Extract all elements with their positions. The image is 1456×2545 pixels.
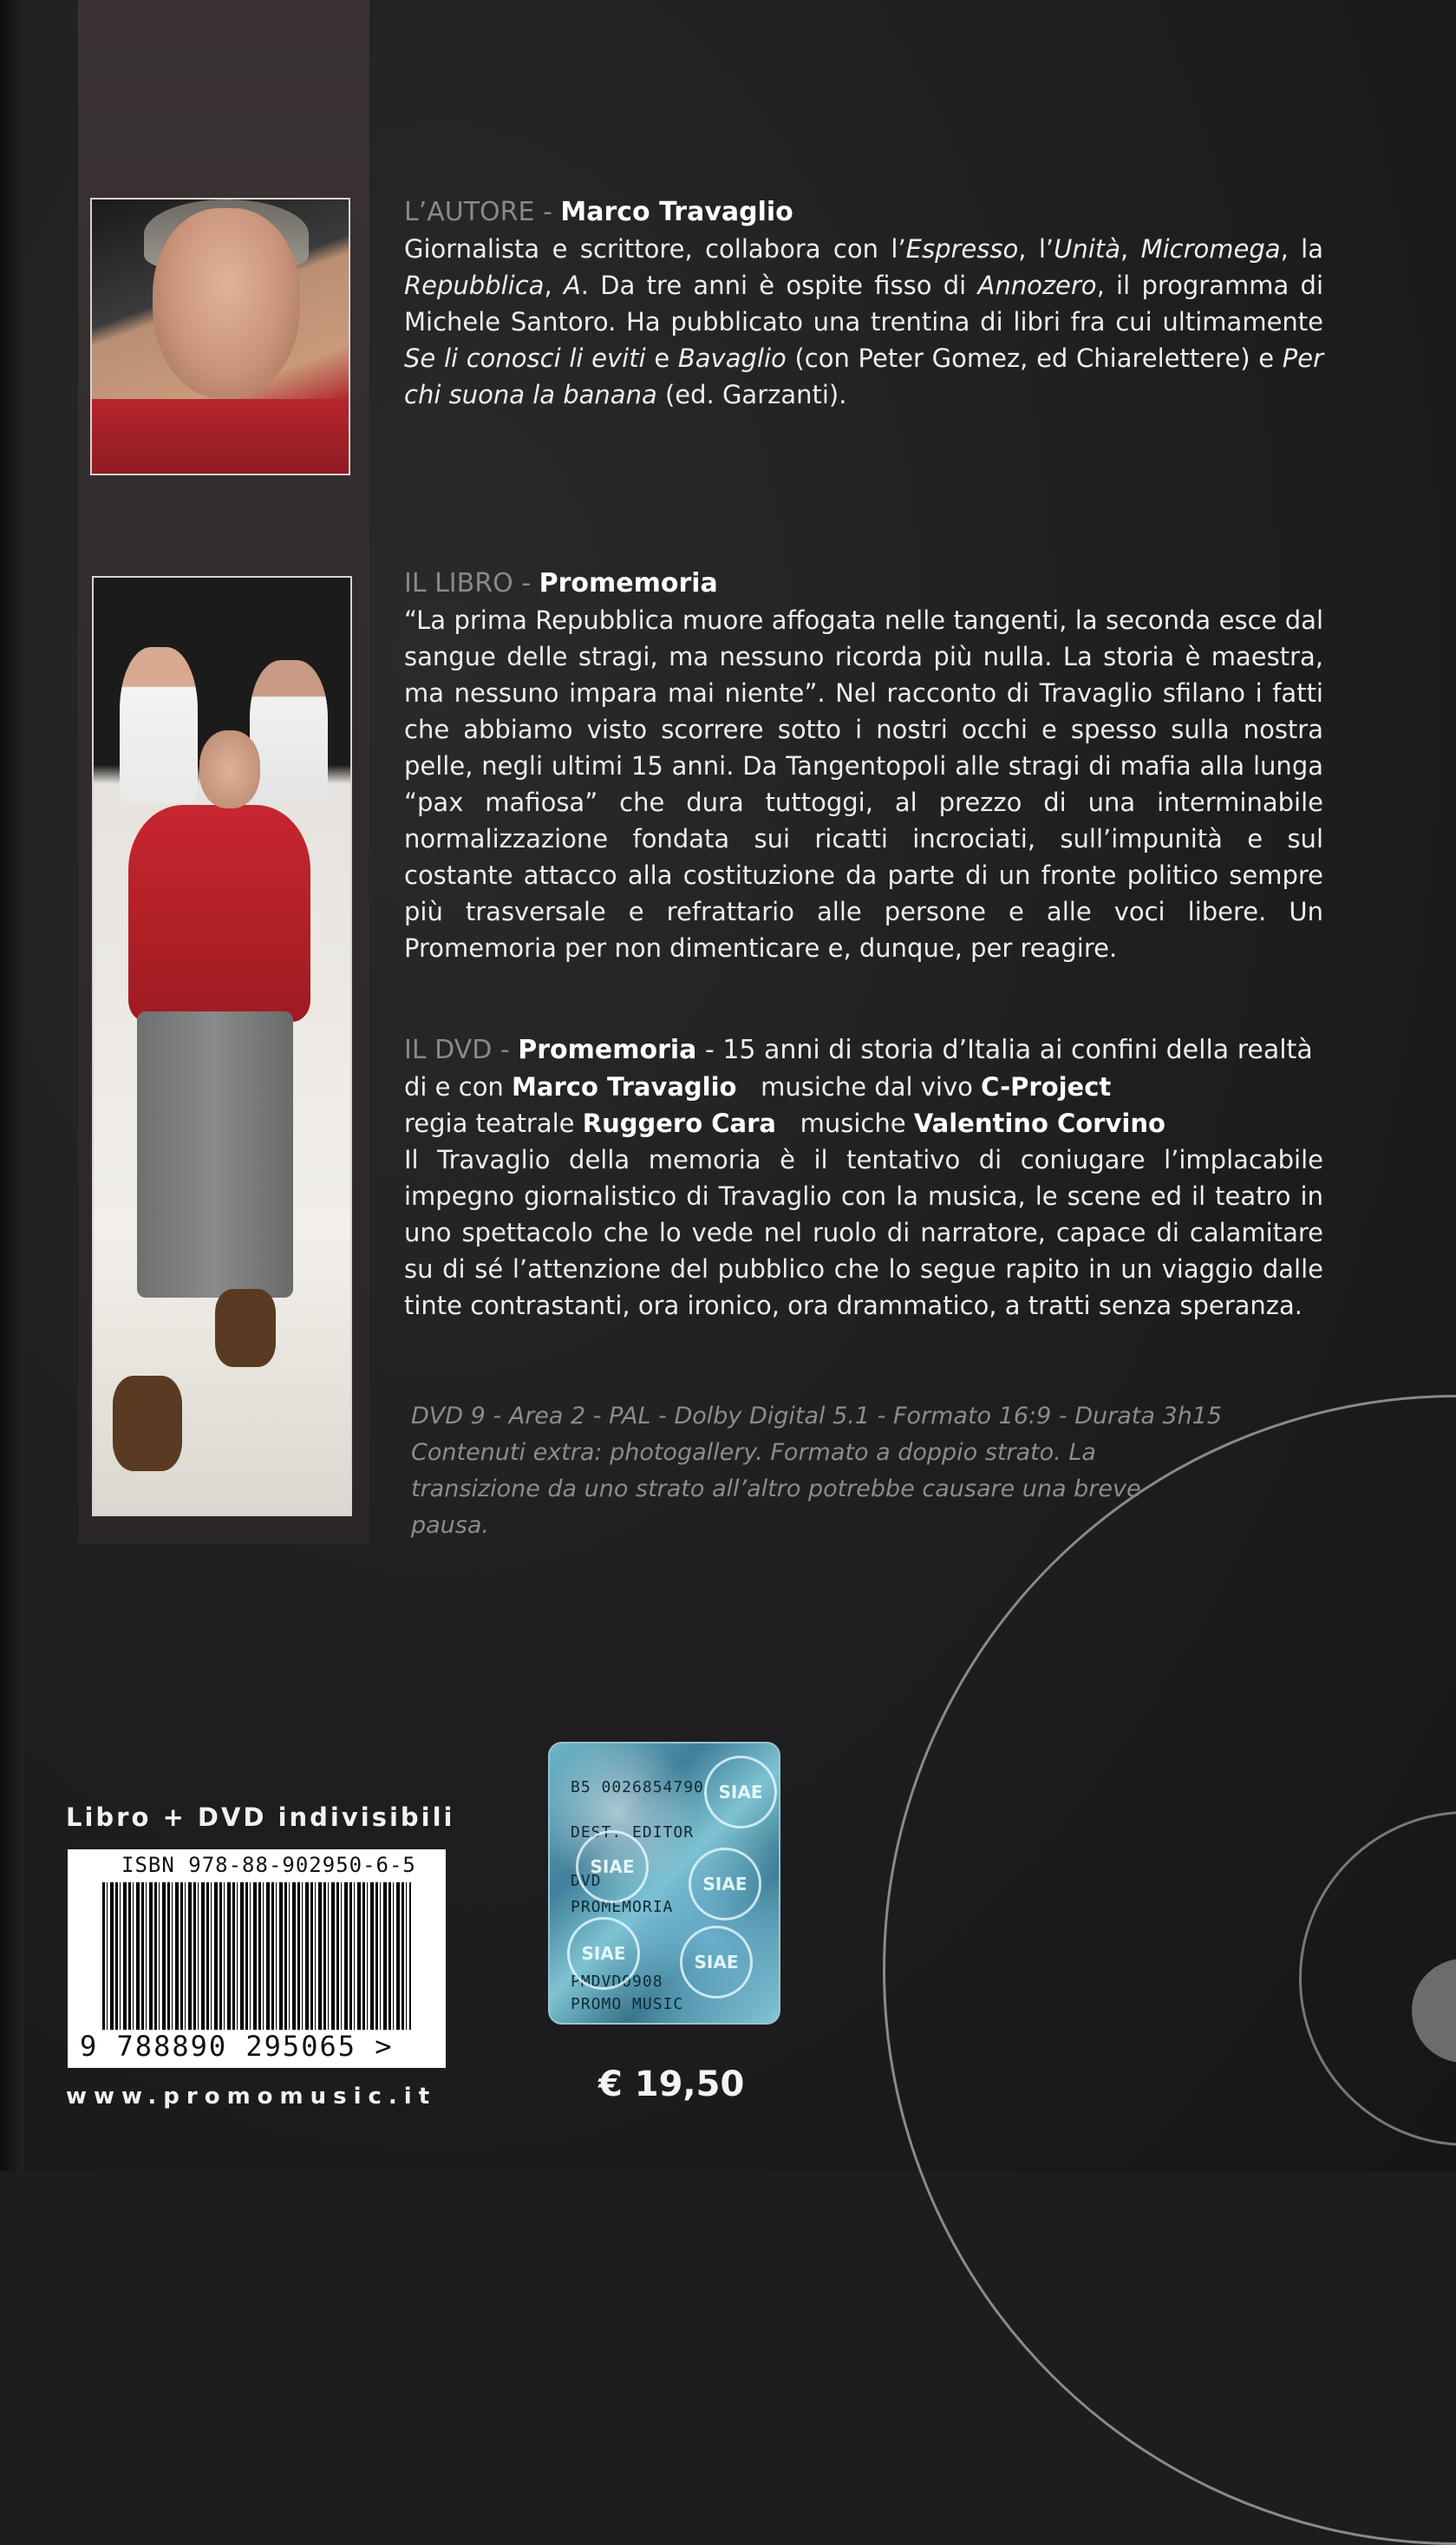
barcode — [68, 1849, 446, 2068]
siae-line2: DVD — [571, 1872, 602, 1890]
siae-line5: PROMO MUSIC — [571, 1995, 684, 2013]
author-bio-segment: Se li conosci li eviti — [404, 343, 646, 373]
narrator-shoe-left — [113, 1376, 182, 1471]
musician-right — [250, 660, 328, 803]
price: € 19,50 — [598, 2064, 745, 2104]
dvd-extra-contents: Contenuti extra: photogallery. Formato a doppio strato. La transizione da uno strato all’altro potrebbe causare una breve pausa. — [411, 1439, 1141, 1539]
dvd-heading: IL DVD - Promemoria - 15 anni di storia d’Italia ai confini della realtà — [404, 1035, 1313, 1065]
author-bio-segment: , — [544, 271, 564, 300]
credit-author: Marco Travaglio — [512, 1072, 737, 1102]
siae-hologram-sticker — [548, 1742, 780, 2025]
credit-director: Ruggero Cara — [582, 1109, 776, 1138]
author-bio-segment: Repubblica — [404, 271, 545, 300]
author-face — [153, 208, 300, 399]
stage-photo — [92, 576, 352, 1516]
siae-code: B5 0026854790 — [571, 1778, 704, 1796]
dvd-section — [404, 1032, 1323, 1324]
credit-music: Valentino Corvino — [913, 1109, 1165, 1138]
dvd-label: IL DVD — [404, 1035, 493, 1065]
musician-left — [120, 647, 198, 803]
author-section — [404, 194, 1323, 413]
siae-line3: PROMEMORIA — [571, 1898, 674, 1916]
author-bio-segment: Giornalista e scrittore, collabora con l’ — [404, 234, 906, 264]
book-description: “La prima Repubblica muore affogata nelle tangenti, la seconda esce dal sangue delle stragi, ma nessuno ricorda più nulla. La storia è maestra, ma nessuno impara mai niente”. Nel racconto di Travaglio sfilano i fatti che abbiamo visto scorrere sotto i nostri occhi e spesso sulla nostra pelle, negli ultimi 15 anni. Da Tangentopoli alle stragi di mafia alla lunga “pax mafiosa” che dura tuttoggi, al prezzo di una interminabile normalizzazione fondata sui ricatti incrociati, sull’impunità e sul costante attacco alla costituzione da parte di un fronte politico sempre più trasversale e refrattario alle persone e alle voci libere. Un Promemoria per non dimenticare e, dunque, per reagire. — [404, 605, 1323, 963]
siae-logo-icon: SIAE — [704, 1756, 777, 1829]
author-bio-segment: , l’ — [1018, 234, 1054, 264]
dvd-credits-line2: regia teatrale Ruggero Cara musiche Valentino Corvino — [404, 1109, 1165, 1138]
narrator-shoe-right — [215, 1289, 276, 1367]
author-photo — [90, 198, 350, 475]
author-bio-segment: Per chi suona la banana — [404, 343, 1324, 409]
author-bio-segment: , la — [1280, 234, 1324, 264]
indivisibili-notice: Libro + DVD indivisibili — [66, 1802, 455, 1832]
author-bio-segment: (con Peter Gomez, ed Chiarelettere) e — [786, 343, 1283, 373]
siae-line1: DEST. EDITOR — [571, 1823, 695, 1842]
author-bio-segment: . Da tre anni è ospite fisso di — [580, 271, 978, 300]
author-bio-segment: , — [1120, 234, 1141, 264]
dvd-subtitle: 15 anni di storia d’Italia ai confini della realtà — [722, 1035, 1313, 1065]
spine-edge — [0, 0, 24, 2171]
author-bio-segment: A — [563, 271, 581, 300]
credit-music-live: C-Project — [981, 1072, 1112, 1102]
narrator-body — [128, 805, 310, 1022]
siae-logo-icon: SIAE — [689, 1848, 761, 1920]
dvd-specs-line: DVD 9 - Area 2 - PAL - Dolby Digital 5.1 - Formato 16:9 - Durata 3h15 — [411, 1403, 1223, 1430]
dvd-credits-line1: di e con Marco Travaglio musiche dal vivo C-Project — [404, 1072, 1112, 1102]
dvd-description: Il Travaglio della memoria è il tentativo di coniugare l’implacabile impegno giornalistico di Travaglio con la musica, le scene ed il teatro in uno spettacolo che lo vede nel ruolo di narratore, capace di calamitare su di sé l’attenzione del pubblico che lo segue rapito in un viaggio dalle tinte contrastanti, ora ironico, ora drammatico, a tratti senza speranza. — [404, 1145, 1323, 1320]
book-section — [404, 566, 1323, 966]
siae-logo-icon: SIAE — [576, 1830, 649, 1903]
author-bio — [404, 231, 1323, 413]
author-bio-segment: Bavaglio — [677, 343, 787, 373]
narrator-legs — [137, 1011, 293, 1298]
narrator-head — [199, 730, 260, 808]
author-bio-segment: Unità — [1054, 234, 1120, 264]
book-title: Promemoria — [539, 568, 718, 599]
ean-digits: 9 788890 295065 > — [80, 2030, 394, 2063]
author-bio-segment: (ed. Garzanti). — [656, 380, 847, 409]
book-heading: IL LIBRO - Promemoria — [404, 568, 718, 599]
author-bio-segment: Annozero — [977, 271, 1097, 300]
dvd-title: Promemoria — [518, 1035, 697, 1065]
author-bio-segment: Micromega — [1140, 234, 1281, 264]
siae-logo-icon: SIAE — [680, 1926, 753, 1999]
barcode-bars — [102, 1882, 411, 2030]
author-bio-segment: , il programma di Michele Santoro. Ha pubblicato una trentina di libri fra cui ultimamente — [404, 271, 1324, 337]
siae-line4: PMDVD0908 — [571, 1973, 663, 1991]
author-bio-segment: Espresso — [905, 234, 1019, 264]
siae-logo-icon: SIAE — [567, 1917, 640, 1990]
author-bio-segment: e — [645, 343, 678, 373]
author-label: L’AUTORE — [404, 197, 535, 227]
publisher-website: www.promomusic.it — [66, 2084, 437, 2110]
author-heading: L’AUTORE - Marco Travaglio — [404, 197, 793, 227]
author-shirt — [92, 399, 349, 475]
author-name: Marco Travaglio — [560, 197, 793, 227]
book-label: IL LIBRO — [404, 568, 513, 599]
isbn-number: ISBN 978-88-902950-6-5 — [121, 1853, 416, 1877]
